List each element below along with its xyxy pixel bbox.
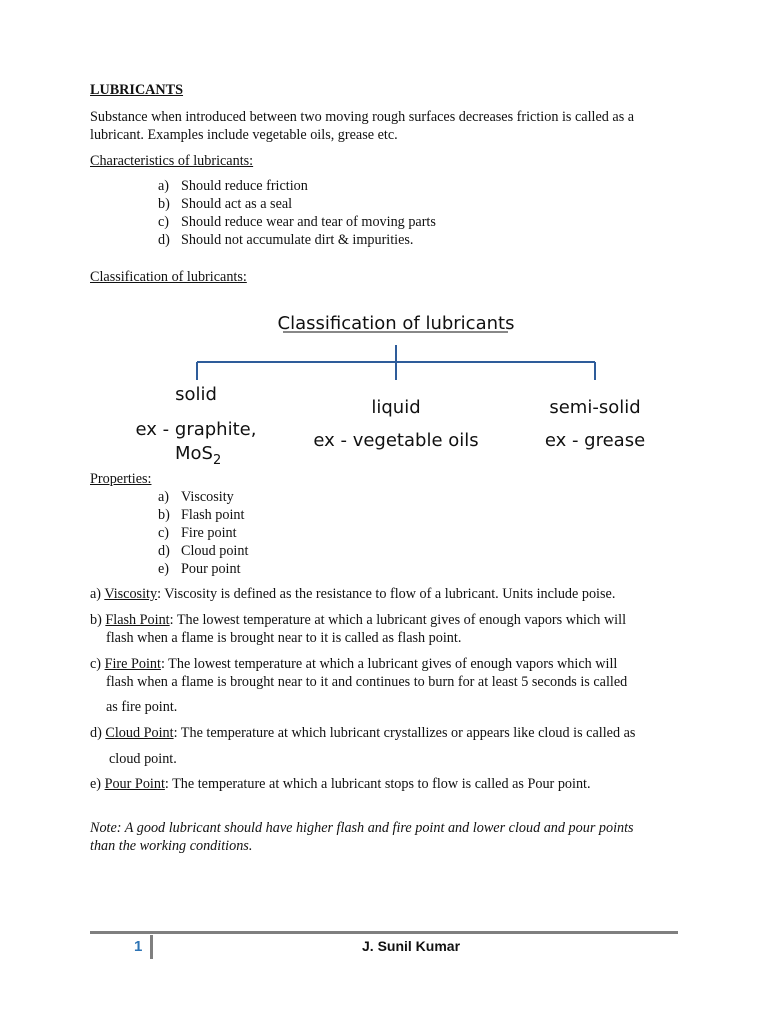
- branch-semi-solid-label: semi-solid: [549, 397, 641, 418]
- classification-diagram: [0, 0, 768, 480]
- definition-term: Viscosity: [104, 586, 158, 602]
- definition-term: Flash Point: [105, 612, 170, 628]
- definition-continuation: flash when a flame is brought near to it is called as flash point.: [106, 630, 462, 646]
- branch-liquid-label: liquid: [371, 397, 421, 418]
- definition-prefix: d): [90, 725, 106, 741]
- definition-text: : The lowest temperature at which a lubricant gives of enough vapors which will: [160, 656, 618, 672]
- definition-term: Pour Point: [104, 776, 165, 792]
- footer-rule: [90, 931, 678, 934]
- note-line-1: Note: A good lubricant should have higher flash and fire point and lower cloud and pour points: [90, 820, 634, 836]
- definition-line-2: lubricant. Examples include vegetable oils, grease etc.: [90, 127, 398, 143]
- branch-semi-solid-example: ex - grease: [544, 430, 646, 451]
- diagram-title: Classification of lubricants: [277, 313, 515, 334]
- list-item-letter: d): [158, 232, 170, 248]
- list-item-text: Should not accumulate dirt & impurities.: [181, 232, 414, 248]
- branch-solid-example: ex - graphite,: [135, 419, 257, 440]
- branch-liquid-example: ex - vegetable oils: [313, 430, 479, 451]
- page-number: 1: [134, 938, 143, 955]
- definition-text: : The temperature at which a lubricant stops to flow is called as Pour point.: [164, 776, 591, 792]
- list-item-text: Flash point: [181, 507, 245, 523]
- definition-continuation: flash when a flame is brought near to it and continues to burn for at least 5 seconds is called: [106, 674, 628, 690]
- list-item-letter: a): [158, 178, 170, 194]
- footer-author: J. Sunil Kumar: [362, 938, 461, 954]
- definition-prefix: e): [90, 776, 105, 792]
- page-heading: LUBRICANTS: [90, 82, 184, 98]
- definition-prefix: b): [90, 612, 106, 628]
- list-item-letter: d): [158, 543, 170, 559]
- list-item-text: Should act as a seal: [181, 196, 293, 212]
- definition-prefix: a): [90, 586, 105, 602]
- definition-prefix: c): [90, 656, 105, 672]
- list-item-text: Pour point: [181, 561, 241, 577]
- list-item-text: Fire point: [181, 525, 237, 541]
- definition-text: : Viscosity is defined as the resistance to flow of a lubricant. Units include poise.: [157, 586, 616, 602]
- definition-term: Cloud Point: [105, 725, 174, 741]
- formula-base: MoS: [175, 443, 213, 464]
- list-item-text: Should reduce wear and tear of moving parts: [181, 214, 436, 230]
- list-item-text: Viscosity: [181, 489, 234, 505]
- list-item-letter: b): [158, 196, 170, 212]
- formula-subscript: 2: [212, 453, 222, 468]
- list-item-text: Should reduce friction: [181, 178, 308, 194]
- branch-solid-label: solid: [175, 384, 217, 405]
- diagram-connectors: [197, 345, 595, 380]
- definition-line: [90, 585, 615, 603]
- list-item-letter: c): [158, 214, 170, 230]
- definition-line: [90, 611, 626, 629]
- classification-title: Classification of lubricants:: [90, 269, 247, 285]
- characteristics-title: Characteristics of lubricants:: [90, 153, 254, 169]
- footer-divider: [150, 935, 153, 959]
- note-line-2: than the working conditions.: [90, 838, 253, 854]
- definition-line-1: Substance when introduced between two moving rough surfaces decreases friction is called as a: [90, 109, 635, 125]
- list-item-letter: a): [158, 489, 170, 505]
- list-item-letter: e): [158, 561, 170, 577]
- definition-text: : The lowest temperature at which a lubricant gives of enough vapors which will: [169, 612, 627, 628]
- list-item-letter: c): [158, 525, 170, 541]
- definition-term: Fire Point: [104, 656, 161, 672]
- list-item-text: Cloud point: [181, 543, 249, 559]
- definition-line: [90, 775, 591, 793]
- properties-title: Properties:: [90, 471, 152, 487]
- branch-solid-formula: [175, 443, 221, 468]
- definition-continuation: as fire point.: [106, 699, 178, 715]
- list-item-letter: b): [158, 507, 170, 523]
- definition-continuation: cloud point.: [109, 751, 177, 767]
- definition-line: [90, 655, 617, 673]
- definition-text: : The temperature at which lubricant crystallizes or appears like cloud is called as: [173, 725, 636, 741]
- definition-line: [90, 724, 635, 742]
